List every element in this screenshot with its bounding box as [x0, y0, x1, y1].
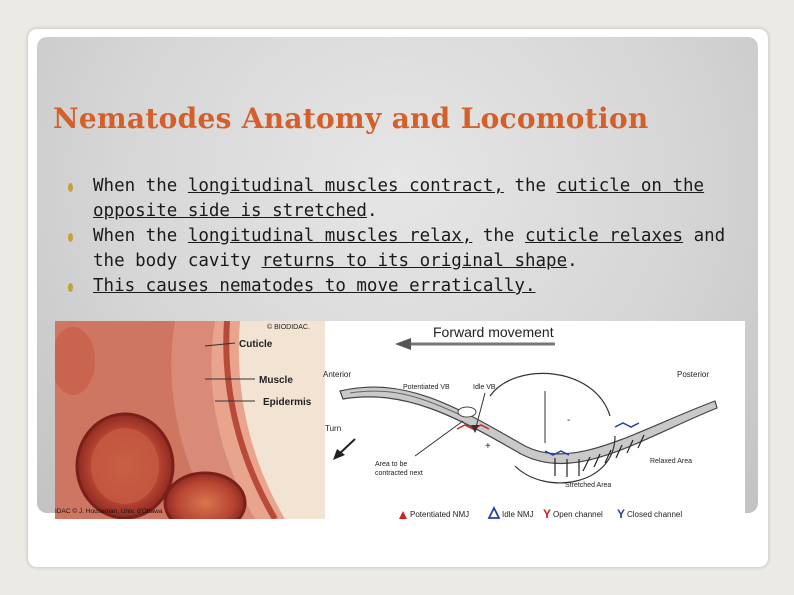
label-cuticle: Cuticle	[239, 339, 273, 350]
stretched-area-label: Stretched Area	[565, 482, 612, 489]
slide-title: Nematodes Anatomy and Locomotion	[53, 102, 649, 135]
bullet-icon	[68, 233, 73, 242]
open-channel-icon: Y	[543, 507, 552, 519]
legend-closed-channel: Closed channel	[627, 510, 683, 519]
bullet-list	[68, 174, 748, 299]
idle-vb-label: Idle VB	[473, 384, 496, 391]
turn-label: Turn	[325, 424, 342, 433]
label-epidermis: Epidermis	[263, 397, 312, 408]
bullet-icon	[68, 283, 73, 292]
anterior-label: Anterior	[323, 370, 352, 379]
potentiated-vb-label: Potentiated VB	[403, 384, 450, 391]
legend-potentiated-nmj: Potentiated NMJ	[410, 510, 470, 519]
micrograph-copyright: © BIODIDAC.	[267, 324, 310, 331]
area-contract-label: Area to be	[375, 461, 408, 468]
bullet-item: This causes nematodes to move erratically.	[68, 274, 748, 299]
locomotion-diagram	[315, 321, 745, 519]
posterior-label: Posterior	[677, 370, 710, 379]
bullet-item: When the longitudinal muscles contract, the cuticle on the opposite side is stretched.	[68, 174, 748, 224]
label-muscle: Muscle	[259, 375, 293, 386]
area-contract-label-2: contracted next	[375, 470, 423, 477]
locomotion-figure	[55, 321, 745, 519]
svg-text:+: +	[485, 441, 491, 452]
legend-idle-nmj: Idle NMJ	[502, 510, 534, 519]
cross-section-micrograph	[55, 321, 325, 519]
forward-movement-header: Forward movement	[433, 324, 554, 340]
micrograph-credit: IDAC © J. Houseman, Univ. d'Ottawa	[55, 508, 163, 515]
closed-channel-icon: Y	[617, 507, 626, 519]
bullet-item: When the longitudinal muscles relax, the cuticle relaxes and the body cavity returns to its original shape.	[68, 224, 748, 274]
bullet-icon	[68, 183, 73, 192]
svg-text:-: -	[567, 415, 571, 426]
legend-open-channel: Open channel	[553, 510, 603, 519]
relaxed-area-label: Relaxed Area	[650, 458, 693, 465]
